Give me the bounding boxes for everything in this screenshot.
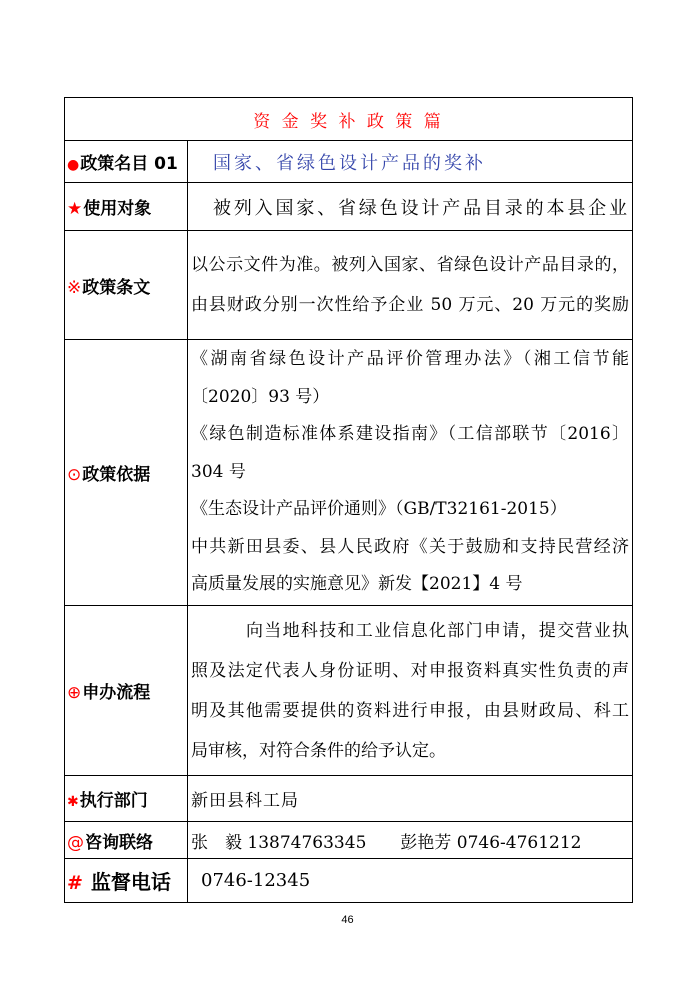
row-label: 使用对象 <box>83 199 152 219</box>
basis-line: 《生态设计产品评价通则》（GB/T32161-2015） <box>191 499 567 520</box>
table-header-row <box>65 98 633 141</box>
basis-line: 《绿色制造标准体系建设指南》（工信部联节〔2016〕 <box>191 424 629 445</box>
row-content-cell <box>188 859 633 903</box>
basis-line: 304 号 <box>191 461 246 482</box>
row-contact <box>65 822 633 859</box>
row-policy-name <box>65 141 633 183</box>
row-label-cell <box>65 141 188 183</box>
circle-bullet-icon: ● <box>67 157 80 173</box>
at-sign-icon: @ <box>67 832 84 853</box>
row-label: 执行部门 <box>79 791 148 811</box>
basis-line: 《湖南省绿色设计产品评价管理办法》（湘工信节能 <box>191 349 629 370</box>
row-label: 政策名目 01 <box>80 154 178 174</box>
row-application-process <box>65 606 633 776</box>
reference-mark-icon: ※ <box>67 277 82 298</box>
clause-line: 由县财政分别一次性给予企业 50 万元、20 万元的奖励 <box>191 295 629 315</box>
row-content-cell <box>188 776 633 822</box>
row-content-cell <box>188 340 633 606</box>
row-content-cell <box>188 822 633 859</box>
process-line: 向当地科技和工业信息化部门申请，提交营业执 <box>246 620 629 641</box>
row-label: 申办流程 <box>82 683 151 703</box>
row-label-cell <box>65 776 188 822</box>
row-policy-clause <box>65 231 633 340</box>
target-text: 被列入国家、省绿色设计产品目录的本县企业 <box>213 197 627 219</box>
row-label-cell <box>65 606 188 776</box>
clause-line: 以公示文件为准。被列入国家、省绿色设计产品目录的， <box>191 255 629 275</box>
row-label-cell <box>65 183 188 231</box>
row-content-cell <box>188 231 633 340</box>
policy-name-text: 国家、省绿色设计产品的奖补 <box>213 152 486 174</box>
circled-plus-icon: ⊕ <box>67 683 82 703</box>
page-number: 46 <box>341 914 354 926</box>
department-text: 新田县科工局 <box>191 791 299 811</box>
section-title: 资 金 奖 补 政 策 篇 <box>65 98 633 141</box>
row-label-cell <box>65 859 188 903</box>
process-line: 明及其他需要提供的资料进行申报，由县财政局、科工 <box>191 700 629 721</box>
basis-line: 中共新田县委、县人民政府《关于鼓励和支持民营经济 <box>191 536 629 557</box>
circled-dot-icon: ⊙ <box>67 465 82 485</box>
row-supervision-phone <box>65 859 633 903</box>
row-target <box>65 183 633 231</box>
basis-line: 〔2020〕93 号） <box>191 386 330 407</box>
process-line: 局审核，对符合条件的给予认定。 <box>191 740 446 761</box>
policy-table <box>64 97 633 903</box>
row-content-cell <box>188 141 633 183</box>
contact-text: 张 毅 13874763345 彭艳芳 0746-4761212 <box>191 832 582 853</box>
row-policy-basis <box>65 340 633 606</box>
row-label: 监督电话 <box>90 870 171 894</box>
row-label: 政策条文 <box>82 277 151 298</box>
supervision-phone-text: 0746-12345 <box>201 870 311 891</box>
row-label: 咨询联络 <box>85 832 153 853</box>
basis-line: 高质量发展的实施意见》新发【2021】4 号 <box>191 574 523 595</box>
row-content-cell <box>188 183 633 231</box>
row-executing-department <box>65 776 633 822</box>
process-line: 照及法定代表人身份证明、对申报资料真实性负责的声 <box>191 660 629 681</box>
row-label-cell <box>65 231 188 340</box>
row-label-cell <box>65 822 188 859</box>
row-label: 政策依据 <box>82 465 151 485</box>
hash-icon: # <box>67 872 83 894</box>
row-label-cell <box>65 340 188 606</box>
asterisk-icon: ✱ <box>67 794 79 810</box>
star-bullet-icon: ★ <box>67 199 83 219</box>
row-content-cell <box>188 606 633 776</box>
